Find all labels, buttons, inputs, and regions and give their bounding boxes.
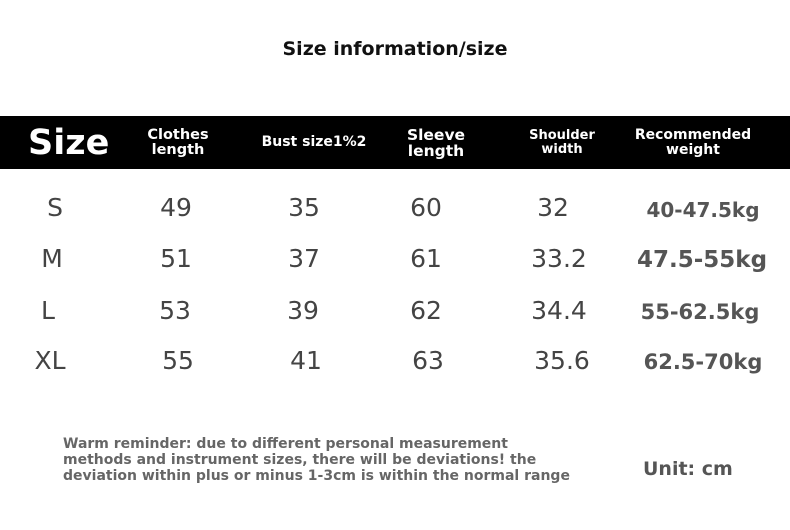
bust-size-cell: 39 bbox=[287, 296, 319, 325]
table-row bbox=[0, 244, 790, 284]
recommended-weight-cell: 40-47.5kg bbox=[646, 198, 760, 222]
table-row bbox=[0, 296, 790, 336]
table-row bbox=[0, 346, 790, 386]
sleeve-length-cell: 60 bbox=[410, 193, 442, 222]
unit-label: Unit: cm bbox=[643, 458, 733, 480]
shoulder-width-cell: 33.2 bbox=[531, 244, 587, 273]
recommended-weight-cell: 47.5-55kg bbox=[636, 247, 768, 273]
warm-reminder-note: Warm reminder: due to different personal measurement methods and instrument sizes, there will be deviations! the deviation within plus or minus 1-3cm is within the normal range bbox=[63, 436, 570, 484]
page-title: Size information/size bbox=[282, 38, 508, 60]
shoulder-width-cell: 35.6 bbox=[534, 346, 590, 375]
sleeve-length-cell: 63 bbox=[412, 346, 444, 375]
header-clothes-length: Clothes length bbox=[147, 127, 209, 159]
clothes-length-cell: 49 bbox=[160, 193, 192, 222]
shoulder-width-cell: 32 bbox=[537, 193, 569, 222]
header-recommended-weight: Recommended weight bbox=[634, 127, 752, 158]
recommended-weight-cell: 62.5-70kg bbox=[643, 350, 763, 374]
size-cell: S bbox=[47, 193, 63, 222]
table-row bbox=[0, 193, 790, 233]
sleeve-length-cell: 61 bbox=[410, 244, 442, 273]
bust-size-cell: 37 bbox=[288, 244, 320, 273]
shoulder-width-cell: 34.4 bbox=[531, 296, 587, 325]
clothes-length-cell: 51 bbox=[160, 244, 192, 273]
header-size: Size bbox=[28, 123, 110, 163]
clothes-length-cell: 55 bbox=[162, 346, 194, 375]
clothes-length-cell: 53 bbox=[159, 296, 191, 325]
recommended-weight-cell: 55-62.5kg bbox=[640, 300, 760, 324]
header-bust-size: Bust size1%2 bbox=[261, 134, 367, 150]
size-cell: M bbox=[41, 244, 63, 273]
sleeve-length-cell: 62 bbox=[410, 296, 442, 325]
bust-size-cell: 35 bbox=[288, 193, 320, 222]
table-header bbox=[0, 116, 790, 169]
header-shoulder-width: Shoulder width bbox=[529, 128, 595, 157]
size-cell: XL bbox=[34, 346, 66, 375]
size-cell: L bbox=[41, 296, 55, 325]
header-sleeve-length: Sleeve length bbox=[406, 126, 466, 161]
bust-size-cell: 41 bbox=[290, 346, 322, 375]
